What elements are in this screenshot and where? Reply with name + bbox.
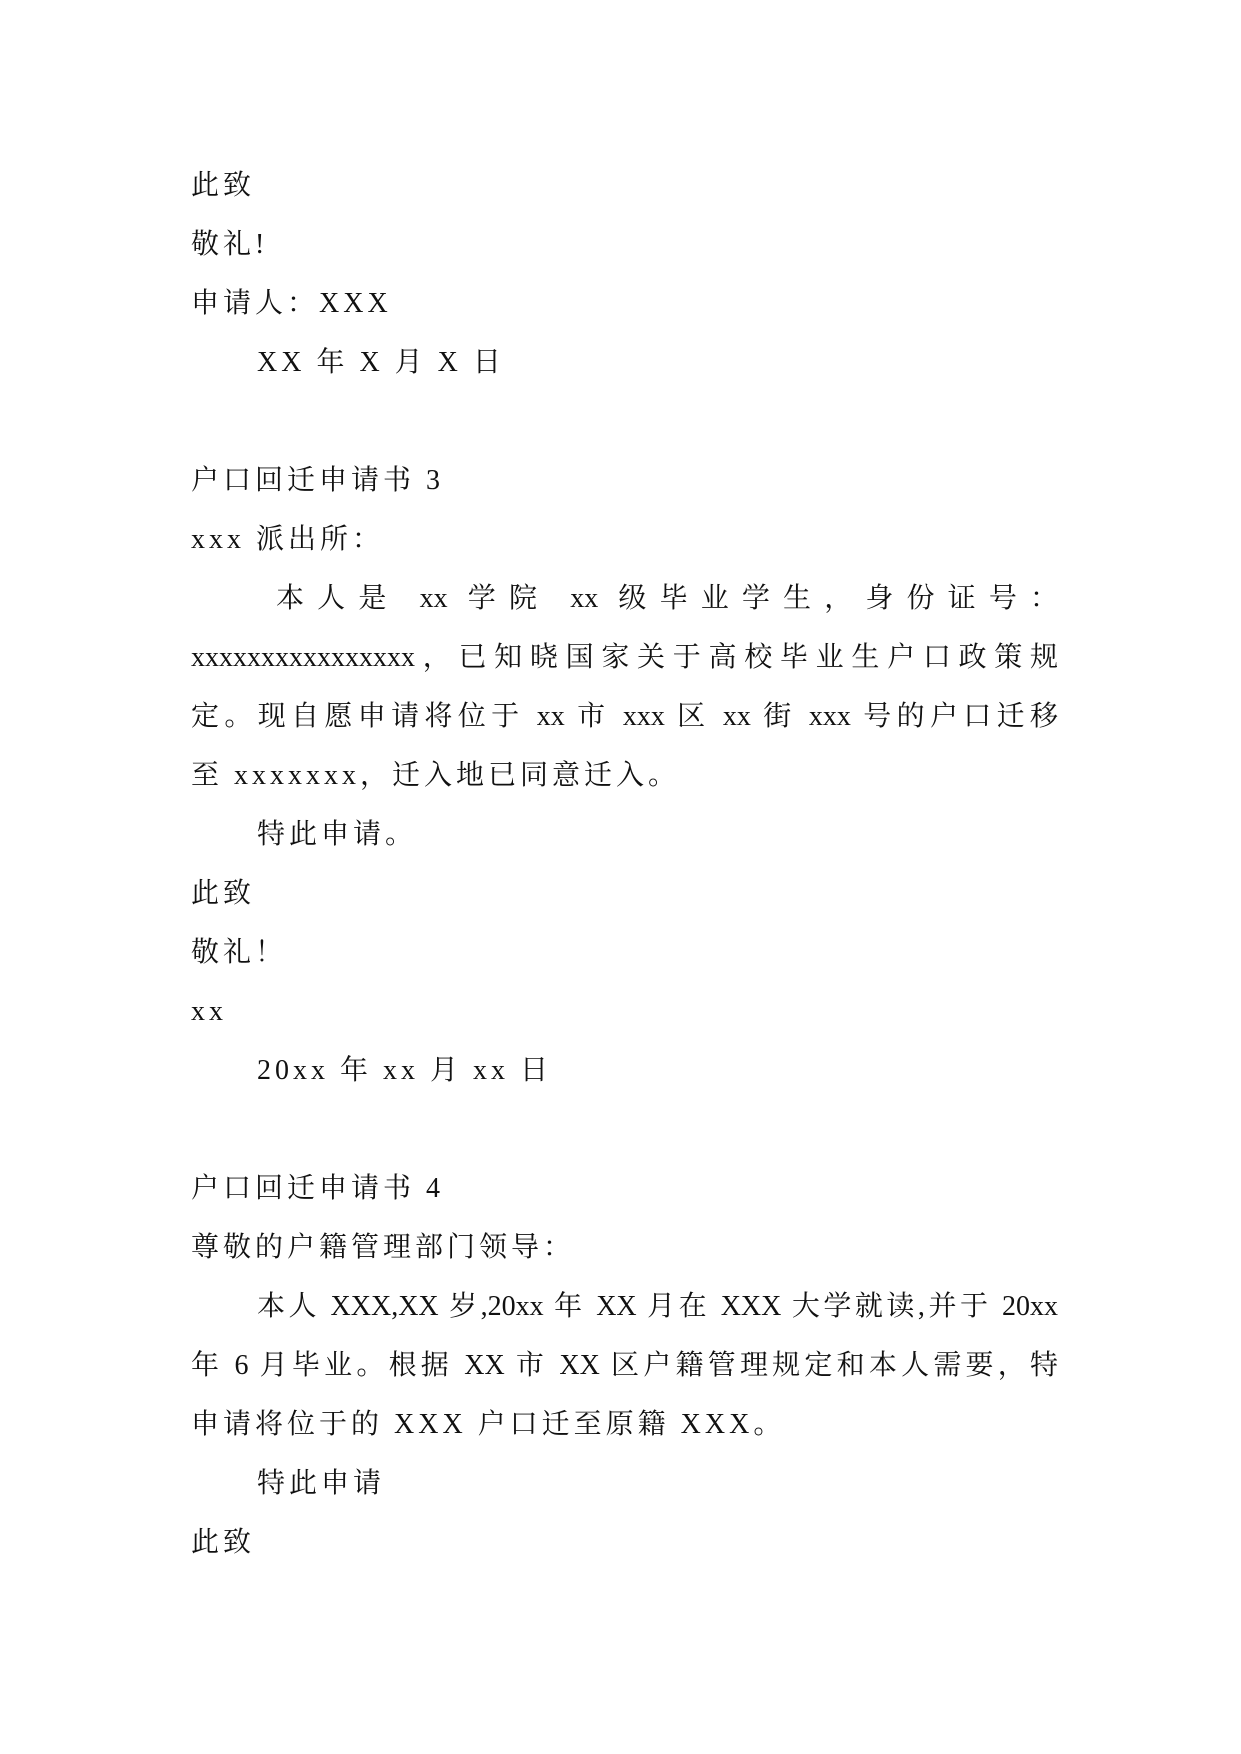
letter-4-body-line: 申请将位于的 XXX 户口迁至原籍 XXX。	[191, 1409, 786, 1440]
letter-3-date: 20xx 年 xx 月 xx 日	[257, 1055, 553, 1086]
letter-3-salutation: 此致	[191, 878, 256, 909]
spacer	[191, 392, 1058, 451]
closing-date: XX 年 X 月 X 日	[257, 347, 505, 378]
applicant-signature: 申请人：XXX	[191, 288, 392, 319]
letter-3-title: 户口回迁申请书 3	[191, 465, 445, 496]
letter-4-request: 特此申请	[257, 1468, 386, 1499]
letter-3-addressee: xxx 派出所：	[191, 524, 385, 555]
letter-3-signature: xx	[191, 996, 227, 1027]
letter-4-salutation: 此致	[191, 1527, 256, 1558]
closing-salutation: 此致	[191, 170, 256, 201]
letter-4-body-line: 本人 XXX,XX 岁,20xx 年 XX 月在 XXX 大学就读,并于 20xx	[257, 1291, 1058, 1322]
letter-3-body-line: 本人是 xx 学院 xx 级毕业学生，身份证号：	[276, 583, 1058, 614]
letter-4-addressee: 尊敬的户籍管理部门领导：	[191, 1232, 576, 1263]
document-body	[191, 156, 1058, 1572]
letter-4-body-line: 年 6 月毕业。根据 XX 市 XX 区户籍管理规定和本人需要，特	[191, 1350, 1058, 1381]
letter-3-body-line: 定。现自愿申请将位于 xx 市 xxx 区 xx 街 xxx 号的户口迁移	[191, 701, 1058, 732]
letter-3-body-line: xxxxxxxxxxxxxxxx，已知晓国家关于高校毕业生户口政策规	[191, 642, 1058, 673]
letter-3-body-line: 至 xxxxxxx，迁入地已同意迁入。	[191, 760, 681, 791]
spacer	[191, 1100, 1058, 1159]
letter-3-request: 特此申请。	[257, 819, 418, 850]
letter-3-regards: 敬礼！	[191, 937, 288, 968]
closing-regards: 敬礼!	[191, 229, 269, 260]
letter-4-title: 户口回迁申请书 4	[191, 1173, 445, 1204]
